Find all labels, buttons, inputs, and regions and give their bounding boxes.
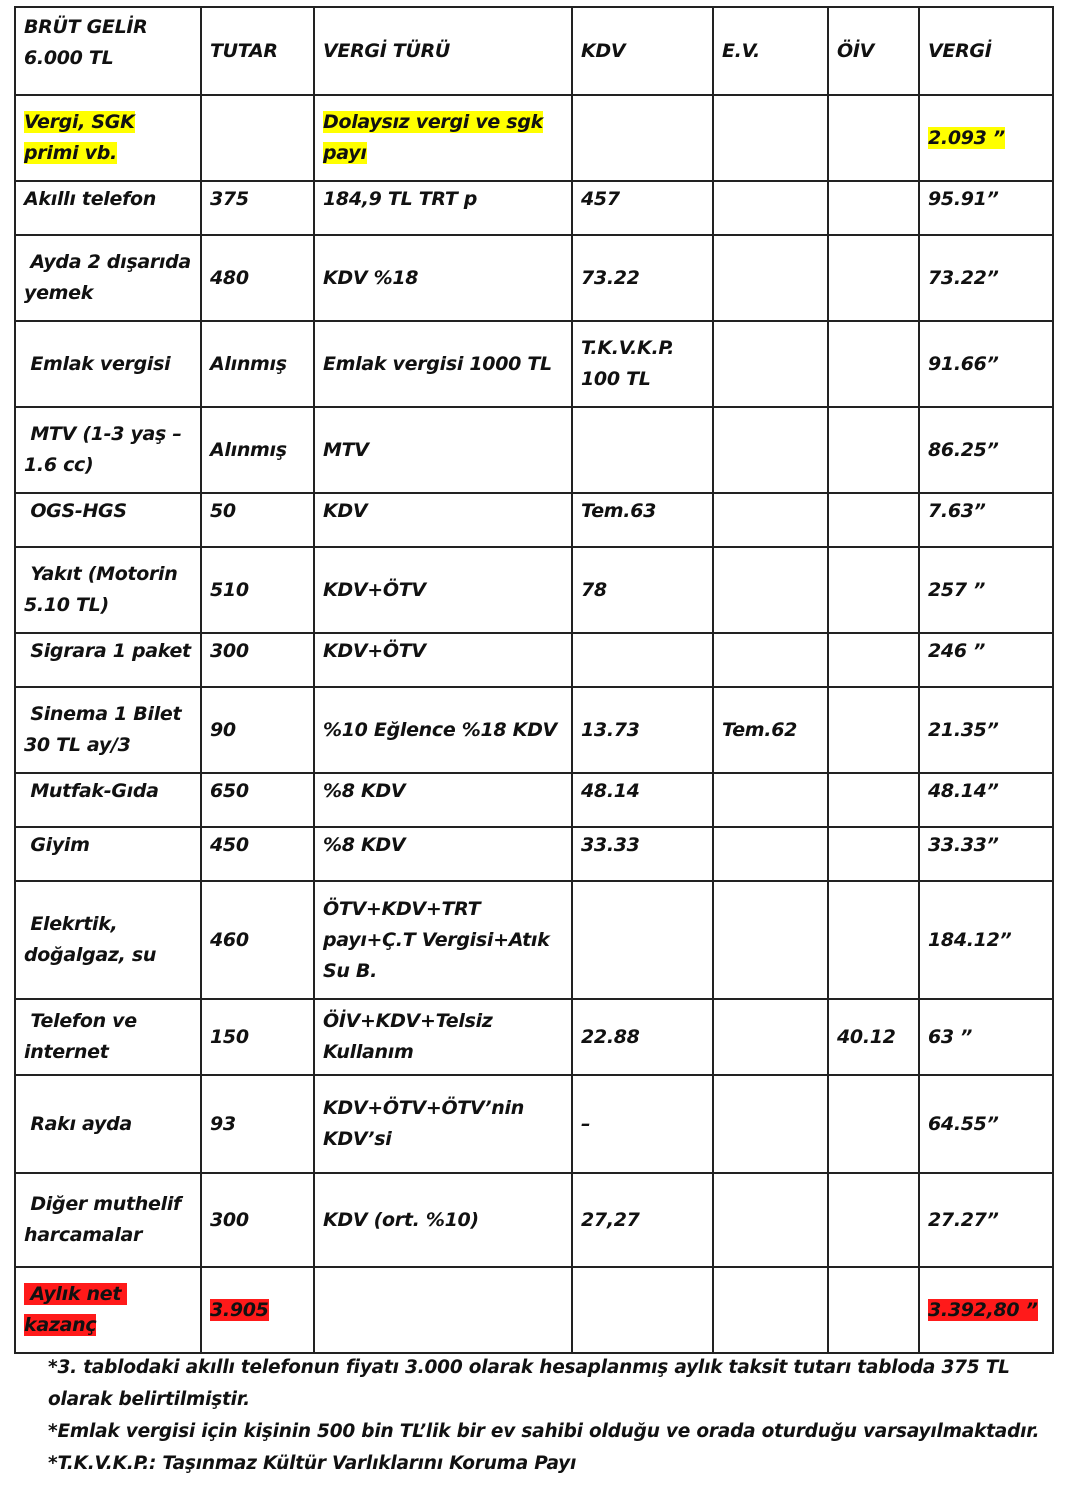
row-vergi: 27.27” [919,1173,1053,1267]
row-vergi-turu: %10 Eğlence %18 KDV [314,687,572,773]
row-name: MTV (1-3 yaş – 1.6 cc) [15,407,201,493]
row-vergi-turu: KDV [314,493,572,547]
footnote-1: *3. tablodaki akıllı telefonun fiyatı 3.000 olarak hesaplanmış aylık taksit tutarı tabloda 375 TL olarak belirtilmiştir. [48,1357,1010,1410]
table-row [15,493,1053,547]
row-ev [713,633,828,687]
row-ev [713,827,828,881]
row-ev [713,235,828,321]
row-oiv [828,547,919,633]
table-row [15,999,1053,1075]
row-kdv: 457 [572,181,713,235]
row-name: Mutfak-Gıda [15,773,201,827]
row-ev [713,321,828,407]
row-tutar: 50 [201,493,314,547]
row-oiv [828,633,919,687]
row-tutar: 93 [201,1075,314,1173]
table-row [15,181,1053,235]
table-row [15,687,1053,773]
highlight-red: 3.905 [210,1298,269,1321]
row-vergi-turu: MTV [314,407,572,493]
row-kdv: T.K.V.K.P. 100 TL [572,321,713,407]
table-row [15,321,1053,407]
header-row [15,7,1053,95]
row-oiv [828,181,919,235]
row-ev [713,407,828,493]
row-oiv [828,1173,919,1267]
row-vergi: 48.14” [919,773,1053,827]
row-kdv [572,407,713,493]
header-cell-kdv: KDV [572,7,713,95]
row-vergi-turu: KDV+ÖTV [314,633,572,687]
row-tutar: Alınmış [201,407,314,493]
row-oiv [828,95,919,181]
row-ev [713,95,828,181]
table-row [15,547,1053,633]
row-ev [713,1075,828,1173]
row-vergi-turu: KDV+ÖTV+ÖTV’nin KDV’si [314,1075,572,1173]
row-tutar: 510 [201,547,314,633]
row-kdv: 33.33 [572,827,713,881]
table-row [15,95,1053,181]
row-name: Giyim [15,827,201,881]
row-tutar: 300 [201,1173,314,1267]
row-vergi: 21.35” [919,687,1053,773]
row-kdv: 78 [572,547,713,633]
row-oiv [828,235,919,321]
total-row [15,1267,1053,1353]
row-oiv [828,407,919,493]
row-name: Rakı ayda [15,1075,201,1173]
row-tutar: 450 [201,827,314,881]
highlight-yellow: 2.093 ” [928,126,1005,149]
row-ev [713,999,828,1075]
row-kdv: – [572,1075,713,1173]
row-tutar: 650 [201,773,314,827]
highlight-red: Aylık net kazanç [24,1283,128,1336]
row-vergi-turu: KDV+ÖTV [314,547,572,633]
row-vergi: 184.12” [919,881,1053,999]
row-name: Diğer muthelif harcamalar [15,1173,201,1267]
row-name: Elekrtik, doğalgaz, su [15,881,201,999]
row-oiv [828,1267,919,1353]
row-vergi-turu: ÖTV+KDV+TRT payı+Ç.T Vergisi+Atık Su B. [314,881,572,999]
row-vergi-turu [314,95,572,181]
row-vergi [919,1267,1053,1353]
row-name: Sinema 1 Bilet 30 TL ay/3 [15,687,201,773]
row-oiv [828,773,919,827]
row-ev [713,773,828,827]
row-kdv: 13.73 [572,687,713,773]
row-vergi: 64.55” [919,1075,1053,1173]
row-oiv: 40.12 [828,999,919,1075]
table-row [15,827,1053,881]
row-oiv [828,687,919,773]
row-vergi-turu: 184,9 TL TRT p [314,181,572,235]
table-row [15,881,1053,999]
row-ev [713,493,828,547]
row-name: Yakıt (Motorin 5.10 TL) [15,547,201,633]
row-tutar: 375 [201,181,314,235]
row-vergi: 257 ” [919,547,1053,633]
tax-table [14,6,1054,1354]
table-row [15,633,1053,687]
row-name [15,95,201,181]
row-name: Sigrara 1 paket [15,633,201,687]
row-vergi: 33.33” [919,827,1053,881]
row-vergi: 7.63” [919,493,1053,547]
row-ev [713,547,828,633]
row-tutar: 480 [201,235,314,321]
row-oiv [828,827,919,881]
row-ev [713,881,828,999]
footnotes [16,1352,1061,1480]
row-vergi-turu: KDV (ort. %10) [314,1173,572,1267]
row-vergi-turu: ÖİV+KDV+Telsiz Kullanım [314,999,572,1075]
row-vergi: 63 ” [919,999,1053,1075]
row-vergi: 246 ” [919,633,1053,687]
footnote-3: *T.K.V.K.P.: Taşınmaz Kültür Varlıklarını Koruma Payı [48,1453,577,1474]
table-row [15,773,1053,827]
row-tutar [201,1267,314,1353]
row-kdv: 22.88 [572,999,713,1075]
row-ev [713,1173,828,1267]
row-ev: Tem.62 [713,687,828,773]
row-kdv: Tem.63 [572,493,713,547]
row-name: Akıllı telefon [15,181,201,235]
row-vergi-turu: %8 KDV [314,827,572,881]
row-tutar: Alınmış [201,321,314,407]
row-vergi-turu: Emlak vergisi 1000 TL [314,321,572,407]
row-tutar: 460 [201,881,314,999]
footnote-2: *Emlak vergisi için kişinin 500 bin TL’lik bir ev sahibi olduğu ve orada oturduğu varsayılmaktadır. [48,1421,1040,1442]
row-tutar: 150 [201,999,314,1075]
highlight-yellow: Dolaysız vergi ve sgk payı [323,111,543,164]
row-kdv: 48.14 [572,773,713,827]
highlight-red: 3.392,80 ” [928,1298,1038,1321]
row-name: OGS-HGS [15,493,201,547]
row-tutar [201,95,314,181]
header-cell-vergi: VERGİ [919,7,1053,95]
row-kdv [572,633,713,687]
header-cell-oiv: ÖİV [828,7,919,95]
row-vergi: 86.25” [919,407,1053,493]
row-vergi-turu: %8 KDV [314,773,572,827]
row-vergi: 91.66” [919,321,1053,407]
row-oiv [828,321,919,407]
row-vergi: 73.22” [919,235,1053,321]
row-kdv: 73.22 [572,235,713,321]
row-vergi: 95.91” [919,181,1053,235]
row-name: Telefon ve internet [15,999,201,1075]
row-tutar: 300 [201,633,314,687]
header-cell-tutar: TUTAR [201,7,314,95]
table-row [15,1075,1053,1173]
row-kdv: 27,27 [572,1173,713,1267]
row-oiv [828,1075,919,1173]
highlight-yellow: Vergi, SGK primi vb. [24,111,135,164]
row-name [15,1267,201,1353]
table-row [15,1173,1053,1267]
table-row [15,235,1053,321]
header-cell-brut-gelir: BRÜT GELİR 6.000 TL [15,7,201,95]
row-name: Emlak vergisi [15,321,201,407]
row-tutar: 90 [201,687,314,773]
row-oiv [828,493,919,547]
row-kdv [572,881,713,999]
row-vergi-turu: KDV %18 [314,235,572,321]
row-oiv [828,881,919,999]
row-vergi [919,95,1053,181]
row-ev [713,1267,828,1353]
row-name: Ayda 2 dışarıda yemek [15,235,201,321]
row-ev [713,181,828,235]
header-cell-vergi-turu: VERGİ TÜRÜ [314,7,572,95]
table-row [15,407,1053,493]
row-vergi-turu [314,1267,572,1353]
header-cell-ev: E.V. [713,7,828,95]
row-kdv [572,95,713,181]
row-kdv [572,1267,713,1353]
